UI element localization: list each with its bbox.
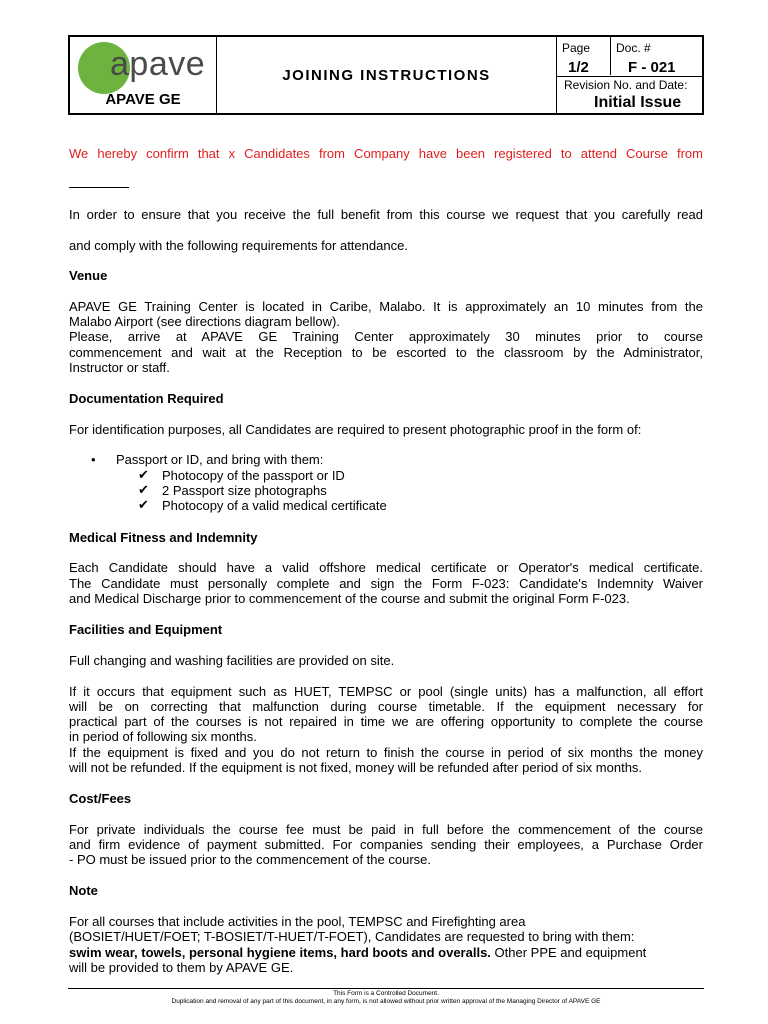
facilities-line: will not be refunded. If the equipment is not fixed, money will be refunded after period of six months. <box>69 760 643 775</box>
facilities-line: If it occurs that equipment such as HUET, TEMPSC or pool (single units) has a malfunction, all effort <box>69 684 703 699</box>
confirmation-text: We hereby confirm that x Candidates from Company have been registered to attend Course from <box>69 146 703 161</box>
apave-logo <box>78 42 218 92</box>
facilities-text: Full changing and washing facilities are provided on site. <box>69 653 395 668</box>
check-item: Photocopy of a valid medical certificate <box>162 498 387 513</box>
cost-line: - PO must be issued prior to the commencement of the course. <box>69 852 431 867</box>
checkmark-icon: ✔ <box>138 482 149 497</box>
note-heading: Note <box>69 883 98 898</box>
company-name: APAVE GE <box>105 91 181 108</box>
documentation-heading: Documentation Required <box>69 391 224 406</box>
medical-heading: Medical Fitness and Indemnity <box>69 530 258 545</box>
revision-label: Revision No. and Date: <box>564 78 688 92</box>
medical-line: Each Candidate should have a valid offshore medical certificate or Operator's medical certificate. <box>69 560 703 575</box>
note-line: (BOSIET/HUET/FOET; T-BOSIET/T-HUET/T-FOET), Candidates are requested to bring with them: <box>69 929 635 944</box>
venue-line: Instructor or staff. <box>69 360 170 375</box>
revision-value: Initial Issue <box>594 94 682 111</box>
logo-wordmark: apave <box>110 45 206 83</box>
bullet-icon: • <box>91 452 96 467</box>
check-item: 2 Passport size photographs <box>162 483 327 498</box>
doc-number-value: F - 021 <box>628 59 676 76</box>
header-divider <box>556 37 557 113</box>
checkmark-icon: ✔ <box>138 467 149 482</box>
note-line: will be provided to them by APAVE GE. <box>69 960 294 975</box>
facilities-line: If the equipment is fixed and you do not return to finish the course in period of six months the money <box>69 745 703 760</box>
cost-heading: Cost/Fees <box>69 791 132 806</box>
document-header <box>68 35 704 115</box>
note-line: For all courses that include activities in the pool, TEMPSC and Firefighting area <box>69 914 526 929</box>
venue-line: APAVE GE Training Center is located in Caribe, Malabo. It is approximately an 10 minutes from the <box>69 299 703 314</box>
footer-disclaimer: Duplication and removal of any part of this document, in any form, is not allowed without prior written approval of the Managing Director of APAVE GE <box>171 998 601 1005</box>
ensure-text-line2: and comply with the following requirements for attendance. <box>69 238 408 253</box>
documentation-text: For identification purposes, all Candidates are required to present photographic proof in the form of: <box>69 422 642 437</box>
bullet-item: Passport or ID, and bring with them: <box>116 452 324 467</box>
cost-line: and firm evidence of payment submitted. For companies sending their employees, a Purchase Order <box>69 837 703 852</box>
ensure-text-line1: In order to ensure that you receive the full benefit from this course we request that you carefully read <box>69 207 703 222</box>
document-title: JOINING INSTRUCTIONS <box>282 67 491 84</box>
cost-line: For private individuals the course fee must be paid in full before the commencement of the course <box>69 822 703 837</box>
checkmark-icon: ✔ <box>138 497 149 512</box>
venue-line: Please, arrive at APAVE GE Training Center approximately 30 minutes prior to course <box>69 329 703 344</box>
facilities-line: in period of following six months. <box>69 729 257 744</box>
header-divider <box>610 37 611 75</box>
facilities-line: will be on correcting that malfunction during course timetable. If the equipment necessary for <box>69 699 703 714</box>
footer-controlled: This Form is a Controlled Document. <box>333 990 439 997</box>
note-rest: Other PPE and equipment <box>490 945 647 960</box>
doc-number-label: Doc. # <box>616 41 651 55</box>
medical-line: The Candidate must personally complete and sign the Form F-023: Candidate's Indemnity Waiver <box>69 576 703 591</box>
venue-heading: Venue <box>69 268 108 283</box>
medical-line: and Medical Discharge prior to commencement of the course and submit the original Form F-023. <box>69 591 630 606</box>
header-divider <box>556 76 702 77</box>
date-blank-line <box>69 187 129 188</box>
page-value: 1/2 <box>568 59 589 76</box>
venue-line: Malabo Airport (see directions diagram bellow). <box>69 314 340 329</box>
venue-line: commencement and wait at the Reception to be escorted to the classroom by the Administrator, <box>69 345 703 360</box>
page-label: Page <box>562 41 591 55</box>
footer-divider <box>68 988 704 989</box>
facilities-heading: Facilities and Equipment <box>69 622 223 637</box>
note-line <box>69 945 703 960</box>
facilities-line: practical part of the courses is not repaired in time we are offering opportunity to complete the course <box>69 714 703 729</box>
note-bold-items: swim wear, towels, personal hygiene items, hard boots and overalls. <box>69 945 491 960</box>
check-item: Photocopy of the passport or ID <box>162 468 345 483</box>
